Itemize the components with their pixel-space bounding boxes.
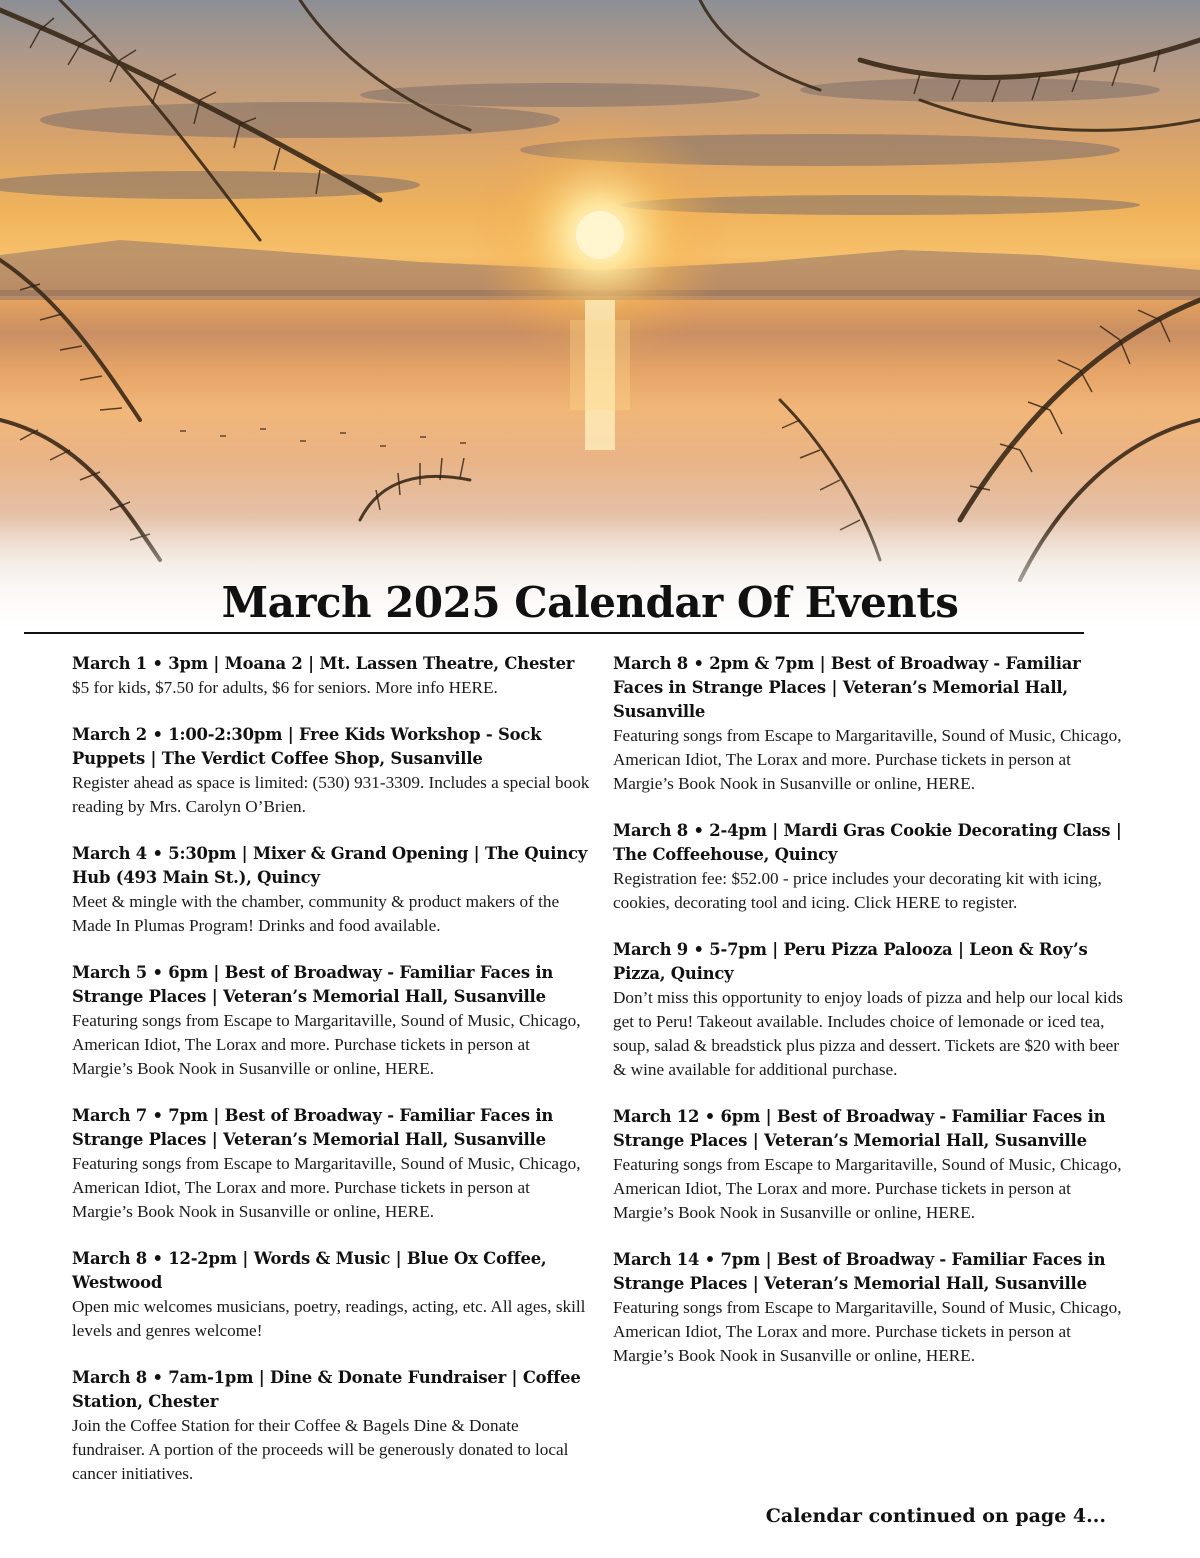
event-item	[72, 723, 592, 819]
event-heading: March 2 • 1:00-2:30pm | Free Kids Workshop - Sock Puppets | The Verdict Coffee Shop, Susanville	[72, 725, 542, 768]
continued-note: Calendar continued on page 4...	[765, 1505, 1106, 1527]
event-heading: March 5 • 6pm | Best of Broadway - Familiar Faces in Strange Places | Veteran’s Memorial Hall, Susanville	[72, 963, 554, 1006]
event-description: Register ahead as space is limited: (530) 931-3309. Includes a special book reading by Mrs. Carolyn O’Brien.	[72, 773, 590, 816]
event-item	[613, 652, 1125, 796]
event-description: Meet & mingle with the chamber, community & product makers of the Made In Plumas Program! Drinks and food available.	[72, 892, 560, 935]
event-description: Featuring songs from Escape to Margaritaville, Sound of Music, Chicago, American Idiot, The Lorax and more. Purchase tickets in person at Margie’s Book Nook in Susanville or online, HERE.	[72, 1154, 581, 1221]
event-heading: March 8 • 12-2pm | Words & Music | Blue Ox Coffee, Westwood	[72, 1249, 547, 1292]
event-heading: March 14 • 7pm | Best of Broadway - Familiar Faces in Strange Places | Veteran’s Memorial Hall, Susanville	[613, 1250, 1106, 1293]
events-column-right	[613, 652, 1125, 1391]
event-description: Open mic welcomes musicians, poetry, readings, acting, etc. All ages, skill levels and genres welcome!	[72, 1297, 586, 1340]
event-item	[72, 652, 592, 700]
event-description: Featuring songs from Escape to Margaritaville, Sound of Music, Chicago, American Idiot, The Lorax and more. Purchase tickets in person at Margie’s Book Nook in Susanville or online, HERE.	[72, 1011, 581, 1078]
event-description: Registration fee: $52.00 - price includes your decorating kit with icing, cookies, decorating tool and icing. Click HERE to register.	[613, 869, 1102, 912]
event-item	[72, 961, 592, 1081]
event-description: Join the Coffee Station for their Coffee & Bagels Dine & Donate fundraiser. A portion of the proceeds will be generously donated to local cancer initiatives.	[72, 1416, 569, 1483]
events-column-left	[72, 652, 592, 1509]
event-item	[72, 842, 592, 938]
event-heading: March 12 • 6pm | Best of Broadway - Familiar Faces in Strange Places | Veteran’s Memorial Hall, Susanville	[613, 1107, 1106, 1150]
event-heading: March 1 • 3pm | Moana 2 | Mt. Lassen Theatre, Chester	[72, 654, 575, 673]
event-heading: March 9 • 5-7pm | Peru Pizza Palooza | Leon & Roy’s Pizza, Quincy	[613, 940, 1088, 983]
event-heading: March 8 • 2pm & 7pm | Best of Broadway - Familiar Faces in Strange Places | Veteran’s Memorial Hall, Susanville	[613, 654, 1081, 721]
event-description: Don’t miss this opportunity to enjoy loads of pizza and help our local kids get to Peru! Takeout available. Includes choice of lemonade or iced tea, soup, salad & breadstick plus pizza and dessert. Tickets are $20 with beer & wine available for additional purchase.	[613, 988, 1123, 1079]
event-heading: March 8 • 7am-1pm | Dine & Donate Fundraiser | Coffee Station, Chester	[72, 1368, 581, 1411]
event-heading: March 8 • 2-4pm | Mardi Gras Cookie Decorating Class | The Coffeehouse, Quincy	[613, 821, 1122, 864]
event-item	[613, 1105, 1125, 1225]
event-item	[72, 1104, 592, 1224]
event-item	[72, 1366, 592, 1486]
event-item	[613, 1248, 1125, 1368]
event-heading: March 4 • 5:30pm | Mixer & Grand Opening | The Quincy Hub (493 Main St.), Quincy	[72, 844, 588, 887]
event-description: Featuring songs from Escape to Margaritaville, Sound of Music, Chicago, American Idiot, The Lorax and more. Purchase tickets in person at Margie’s Book Nook in Susanville or online, HERE.	[613, 1155, 1122, 1222]
event-item	[72, 1247, 592, 1343]
event-item	[613, 819, 1125, 915]
sunset-lake-photo	[0, 0, 1200, 640]
event-item	[613, 938, 1125, 1082]
event-description: Featuring songs from Escape to Margaritaville, Sound of Music, Chicago, American Idiot, The Lorax and more. Purchase tickets in person at Margie’s Book Nook in Susanville or online, HERE.	[613, 1298, 1122, 1365]
event-description: Featuring songs from Escape to Margaritaville, Sound of Music, Chicago, American Idiot, The Lorax and more. Purchase tickets in person at Margie’s Book Nook in Susanville or online, HERE.	[613, 726, 1122, 793]
page-title: March 2025 Calendar Of Events	[221, 578, 959, 627]
event-heading: March 7 • 7pm | Best of Broadway - Familiar Faces in Strange Places | Veteran’s Memorial Hall, Susanville	[72, 1106, 554, 1149]
title-divider	[24, 632, 1084, 634]
hero-image	[0, 0, 1200, 640]
event-description: $5 for kids, $7.50 for adults, $6 for seniors. More info HERE.	[72, 678, 498, 697]
